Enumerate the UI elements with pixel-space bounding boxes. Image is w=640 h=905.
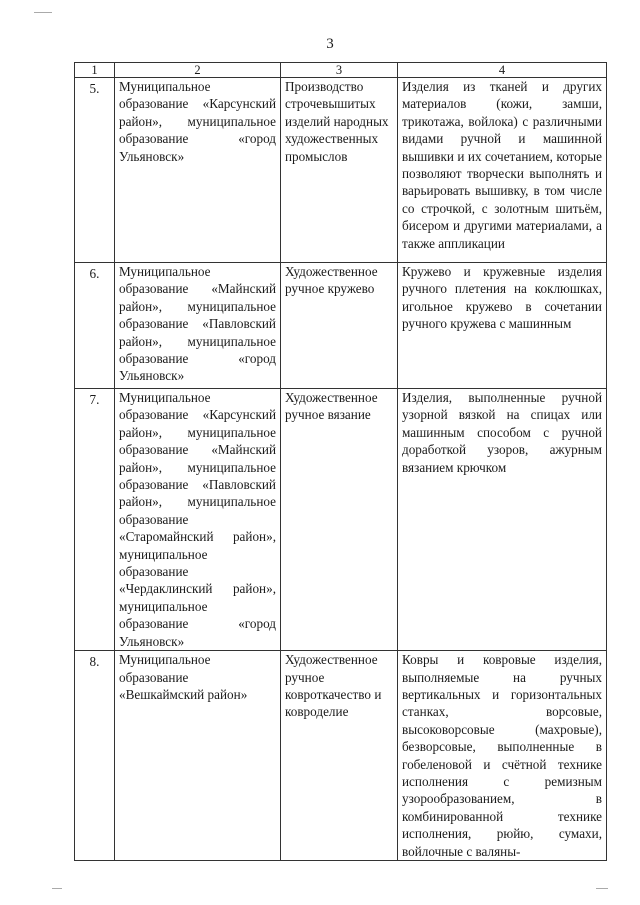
registry-table: [74, 62, 607, 861]
row-description: Изделия из тканей и других материалов (кожи, замши, трикотажа, войлока) с различными видами ручной и машинной вышивки и их сочетанием, которые позволяют творчески выполнять и варьировать вышивку, в том числе со строчкой, с золотным шитьём, бисером и другими материалами, а также аппликации: [398, 78, 607, 263]
row-craft: Художественное ручное вязание: [281, 389, 398, 651]
column-number-2: 2: [115, 63, 281, 78]
table-row: [75, 263, 607, 389]
table-header-row: [75, 63, 607, 78]
row-description: Ковры и ковровые изделия, выполняемые на ручных вертикальных и горизонтальных станках, ворсовые, высоковорсовые (махровые), безворсовые, выполненные в гобеленовой и счётной технике исполнения с ремизным узорообразованием, в комбинированной технике исполнения, рюйю, сумахи, войлочные с валяны-: [398, 651, 607, 861]
table-row: [75, 389, 607, 651]
row-description: Изделия, выполненные ручной узорной вязкой на спицах или машинным способом с ручной доработкой узоров, ажурным вязанием крючком: [398, 389, 607, 651]
row-number: 7.: [75, 389, 115, 651]
table-row: [75, 78, 607, 263]
scan-mark-bottom-left: [52, 888, 62, 889]
column-number-3: 3: [281, 63, 398, 78]
row-number: 6.: [75, 263, 115, 389]
row-craft: Художественное ручное ковроткачество и ковроделие: [281, 651, 398, 861]
column-number-1: 1: [75, 63, 115, 78]
row-number: 8.: [75, 651, 115, 861]
row-number: 5.: [75, 78, 115, 263]
row-territory: Муниципальное образование «Карсунский район», муниципальное образование «город Ульяновск»: [115, 78, 281, 263]
page-number: 3: [326, 36, 334, 52]
row-craft: Производство строчевышитых изделий народных художественных промыслов: [281, 78, 398, 263]
scan-mark-top-left: [34, 12, 52, 13]
row-territory: Муниципальное образование «Вешкаймский район»: [115, 651, 281, 861]
table-row: [75, 651, 607, 861]
row-craft: Художественное ручное кружево: [281, 263, 398, 389]
row-territory: Муниципальное образование «Майнский район», муниципальное образование «Павловский район», муниципальное образование «город Ульяновск»: [115, 263, 281, 389]
column-number-4: 4: [398, 63, 607, 78]
row-description: Кружево и кружевные изделия ручного плетения на коклюшках, игольное кружево в сочетании ручного кружева с машинным: [398, 263, 607, 389]
row-territory: Муниципальное образование «Карсунский район», муниципальное образование «Майнский район», муниципальное образование «Павловский район», муниципальное образование «Старомайнский район», муниципальное образование «Чердаклинский район», муниципальное образование «город Ульяновск»: [115, 389, 281, 651]
scan-mark-bottom-right: [596, 888, 608, 889]
